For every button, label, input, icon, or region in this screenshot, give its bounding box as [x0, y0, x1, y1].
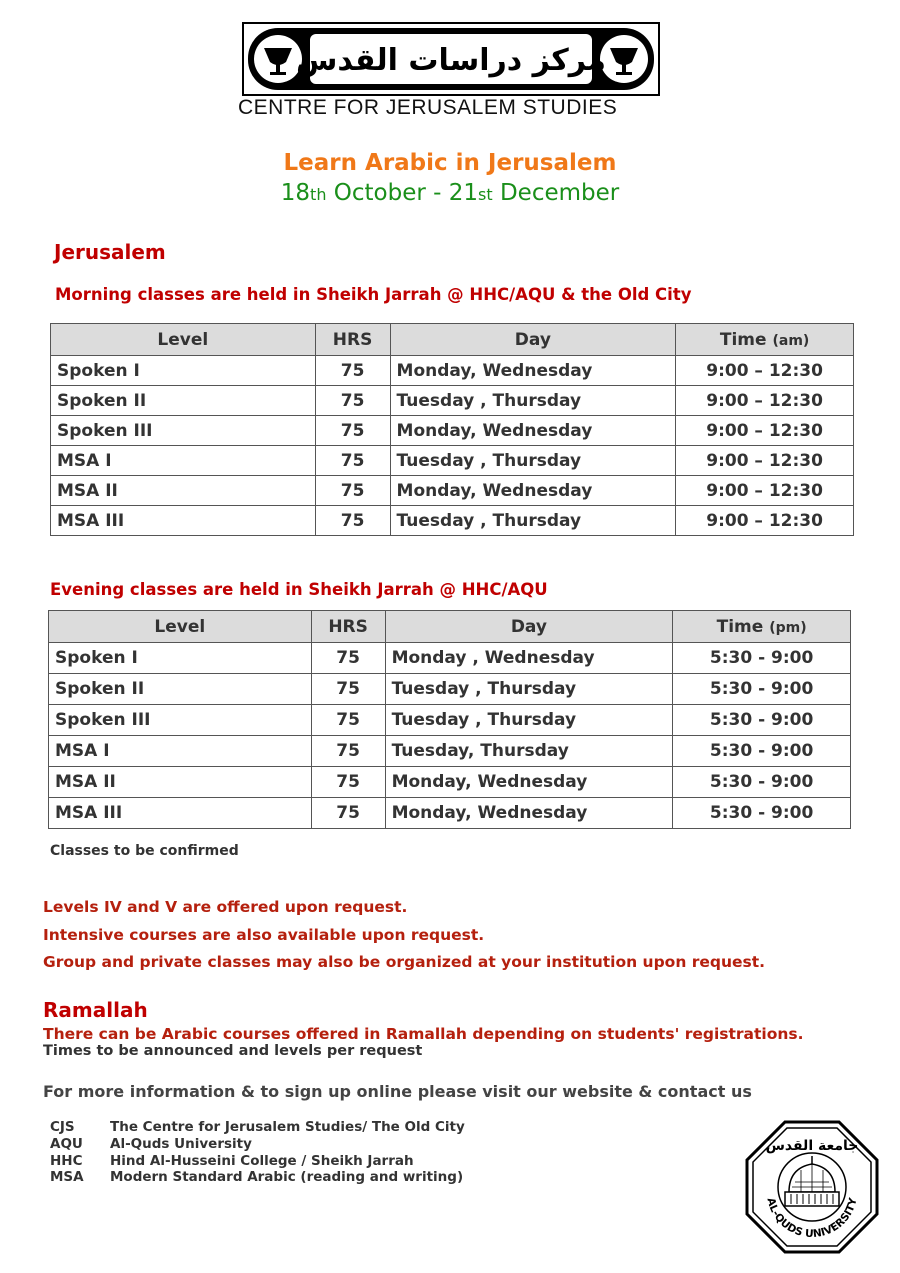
end-month: December [492, 180, 620, 206]
cell-day: Monday, Wednesday [390, 476, 676, 506]
confirmation-note: Classes to be confirmed [50, 843, 239, 859]
cell-time: 5:30 - 9:00 [673, 798, 851, 829]
cell-day: Monday, Wednesday [385, 798, 673, 829]
time-unit: (am) [772, 332, 810, 349]
cell-hrs: 75 [315, 506, 390, 536]
cell-level: Spoken I [51, 356, 316, 386]
cell-time: 9:00 – 12:30 [676, 386, 854, 416]
cell-hrs: 75 [311, 798, 385, 829]
evening-classes-heading: Evening classes are held in Sheikh Jarrah @ HHC/AQU [50, 580, 548, 599]
column-header-time [673, 611, 851, 643]
cell-hrs: 75 [315, 386, 390, 416]
cell-day: Tuesday , Thursday [385, 705, 673, 736]
cell-day: Monday , Wednesday [385, 643, 673, 674]
end-day: 21 [448, 180, 479, 206]
course-dates [0, 180, 900, 206]
request-note-group: Group and private classes may also be organized at your institution upon request. [43, 953, 766, 971]
table-header-row [51, 324, 854, 356]
cell-time: 5:30 - 9:00 [673, 705, 851, 736]
abbreviation-key: AQU [50, 1136, 83, 1152]
column-header-day: Day [390, 324, 676, 356]
cell-hrs: 75 [311, 736, 385, 767]
abbreviation-key: CJS [50, 1119, 75, 1135]
cell-day: Monday, Wednesday [390, 416, 676, 446]
abbreviation-row [50, 1119, 465, 1135]
jerusalem-heading: Jerusalem [54, 240, 166, 264]
abbreviation-value: The Centre for Jerusalem Studies/ The Old City [110, 1119, 465, 1135]
column-header-level: Level [51, 324, 316, 356]
abbreviation-row [50, 1136, 252, 1152]
cell-level: MSA III [51, 506, 316, 536]
seal-text-path: AL-QUDS UNIVERSITY [764, 1196, 860, 1241]
cell-time: 5:30 - 9:00 [673, 736, 851, 767]
table-row [51, 416, 854, 446]
column-header-hrs: HRS [315, 324, 390, 356]
cell-level: MSA II [49, 767, 312, 798]
start-day: 18 [280, 180, 311, 206]
cell-time: 9:00 – 12:30 [676, 416, 854, 446]
left-cup-icon [254, 35, 302, 83]
cell-hrs: 75 [315, 416, 390, 446]
right-cup-icon [600, 35, 648, 83]
table-row [51, 476, 854, 506]
morning-schedule-table [50, 323, 854, 536]
cell-level: Spoken II [51, 386, 316, 416]
evening-schedule-table [48, 610, 851, 829]
ramallah-text: There can be Arabic courses offered in Ramallah depending on students' registrations. [43, 1025, 804, 1043]
time-unit: (pm) [769, 619, 807, 636]
abbreviation-row [50, 1169, 463, 1185]
start-month: October - [326, 180, 449, 206]
cjs-logo [242, 22, 660, 96]
request-note-intensive: Intensive courses are also available upon request. [43, 926, 485, 944]
column-header-hrs: HRS [311, 611, 385, 643]
cell-day: Monday, Wednesday [390, 356, 676, 386]
cell-time: 9:00 – 12:30 [676, 506, 854, 536]
cell-time: 5:30 - 9:00 [673, 643, 851, 674]
cell-hrs: 75 [311, 674, 385, 705]
table-row [51, 506, 854, 536]
cell-level: MSA I [49, 736, 312, 767]
cell-hrs: 75 [315, 446, 390, 476]
ramallah-subtext: Times to be announced and levels per request [43, 1043, 423, 1059]
cell-day: Tuesday , Thursday [390, 446, 676, 476]
cell-level: Spoken III [49, 705, 312, 736]
start-day-suffix: th [310, 185, 327, 204]
cell-hrs: 75 [315, 356, 390, 386]
ramallah-heading: Ramallah [43, 998, 148, 1022]
cell-time: 5:30 - 9:00 [673, 767, 851, 798]
page-title: Learn Arabic in Jerusalem [283, 150, 617, 176]
cell-time: 9:00 – 12:30 [676, 476, 854, 506]
cell-hrs: 75 [311, 767, 385, 798]
cell-day: Tuesday, Thursday [385, 736, 673, 767]
column-header-level: Level [49, 611, 312, 643]
abbreviation-key: MSA [50, 1169, 84, 1185]
cjs-logo-artwork [244, 24, 658, 94]
table-row [49, 705, 851, 736]
cell-level: MSA III [49, 798, 312, 829]
table-row [49, 767, 851, 798]
abbreviation-row [50, 1153, 414, 1169]
cell-day: Tuesday , Thursday [385, 674, 673, 705]
abbreviation-key: HHC [50, 1153, 83, 1169]
time-label: Time [719, 329, 767, 350]
cell-time: 5:30 - 9:00 [673, 674, 851, 705]
table-row [51, 356, 854, 386]
cell-level: MSA I [51, 446, 316, 476]
column-header-time [676, 324, 854, 356]
cell-day: Tuesday , Thursday [390, 506, 676, 536]
table-row [51, 386, 854, 416]
cell-hrs: 75 [311, 643, 385, 674]
column-header-day: Day [385, 611, 673, 643]
cell-day: Tuesday , Thursday [390, 386, 676, 416]
more-info-text: For more information & to sign up online please visit our website & contact us [43, 1082, 752, 1101]
cell-level: MSA II [51, 476, 316, 506]
cell-level: Spoken III [51, 416, 316, 446]
end-day-suffix: st [478, 185, 493, 204]
cell-hrs: 75 [311, 705, 385, 736]
table-row [49, 736, 851, 767]
table-row [51, 446, 854, 476]
cell-day: Monday, Wednesday [385, 767, 673, 798]
seal-arabic-text: جامعة القدس [765, 1138, 859, 1154]
table-row [49, 674, 851, 705]
al-quds-university-seal [745, 1120, 879, 1254]
cell-time: 9:00 – 12:30 [676, 446, 854, 476]
abbreviation-value: Al-Quds University [110, 1136, 252, 1152]
morning-classes-heading: Morning classes are held in Sheikh Jarrah @ HHC/AQU & the Old City [55, 285, 692, 304]
request-note-levels: Levels IV and V are offered upon request. [43, 898, 408, 916]
cell-level: Spoken II [49, 674, 312, 705]
time-label: Time [716, 616, 764, 637]
logo-caption: CENTRE FOR JERUSALEM STUDIES [238, 96, 618, 119]
cell-time: 9:00 – 12:30 [676, 356, 854, 386]
abbreviation-value: Hind Al-Husseini College / Sheikh Jarrah [110, 1153, 414, 1169]
logo-arabic-text: مركز دراسات القدس [296, 43, 606, 78]
table-header-row [49, 611, 851, 643]
table-row [49, 798, 851, 829]
abbreviation-value: Modern Standard Arabic (reading and writing) [110, 1169, 464, 1185]
cell-hrs: 75 [315, 476, 390, 506]
table-row [49, 643, 851, 674]
cell-level: Spoken I [49, 643, 312, 674]
